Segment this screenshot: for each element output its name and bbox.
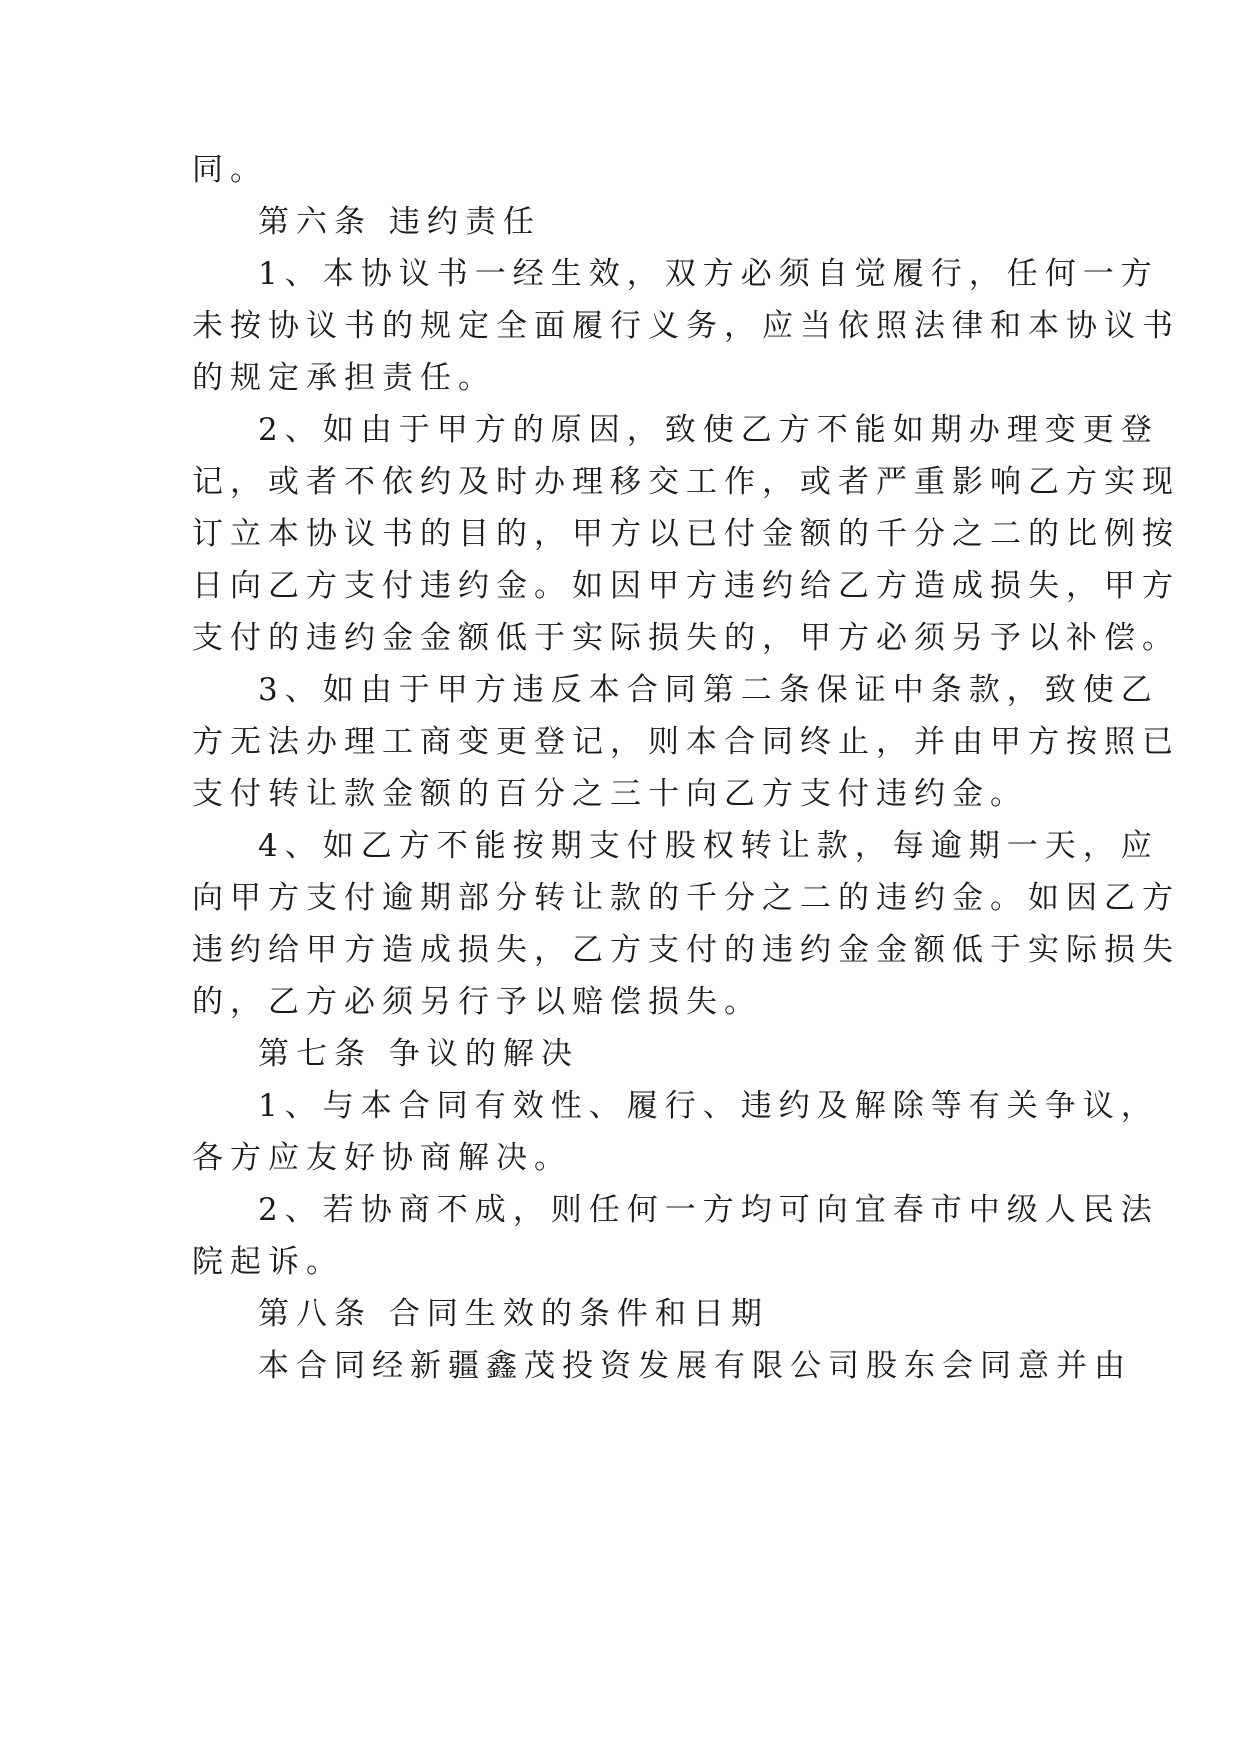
article-6-clause-3-line-2: 方无法办理工商变更登记，则本合同终止，并由甲方按照已	[192, 724, 1180, 760]
article-6-heading: 第六条 违约责任	[258, 204, 541, 240]
article-6-clause-3-line-3: 支付转让款金额的百分之三十向乙方支付违约金。	[192, 776, 1028, 812]
article-6-clause-2-line-5: 支付的违约金金额低于实际损失的，甲方必须另予以补偿。	[192, 620, 1180, 656]
article-6-clause-4-line-1: 4、如乙方不能按期支付股权转让款，每逾期一天，应	[258, 828, 1159, 864]
article-6-clause-4-line-4: 的，乙方必须另行予以赔偿损失。	[192, 984, 762, 1020]
article-7-clause-2-line-1: 2、若协商不成，则任何一方均可向宜春市中级人民法	[258, 1192, 1159, 1228]
article-6-clause-2-line-1: 2、如由于甲方的原因，致使乙方不能如期办理变更登	[258, 412, 1159, 448]
article-8-heading: 第八条 合同生效的条件和日期	[258, 1296, 769, 1332]
article-6-clause-2-line-4: 日向乙方支付违约金。如因甲方违约给乙方造成损失，甲方	[192, 568, 1180, 604]
article-6-clause-4-line-3: 违约给甲方造成损失，乙方支付的违约金金额低于实际损失	[192, 932, 1180, 968]
article-6-clause-2-line-3: 订立本协议书的目的，甲方以已付金额的千分之二的比例按	[192, 516, 1180, 552]
text-line-continuation: 同。	[192, 152, 268, 188]
article-6-clause-3-line-1: 3、如由于甲方违反本合同第二条保证中条款，致使乙	[258, 672, 1159, 708]
article-7-clause-1-line-2: 各方应友好协商解决。	[192, 1140, 572, 1176]
article-6-clause-1-line-1: 1、本协议书一经生效，双方必须自觉履行，任何一方	[258, 256, 1159, 292]
article-6-clause-2-line-2: 记，或者不依约及时办理移交工作，或者严重影响乙方实现	[192, 464, 1180, 500]
article-7-clause-1-line-1: 1、与本合同有效性、履行、违约及解除等有关争议，	[258, 1088, 1159, 1124]
article-8-body-line-1: 本合同经新疆鑫茂投资发展有限公司股东会同意并由	[258, 1348, 1132, 1384]
article-7-clause-2-line-2: 院起诉。	[192, 1244, 344, 1280]
article-6-clause-1-line-2: 未按协议书的规定全面履行义务，应当依照法律和本协议书	[192, 308, 1180, 344]
article-6-clause-4-line-2: 向甲方支付逾期部分转让款的千分之二的违约金。如因乙方	[192, 880, 1180, 916]
article-7-heading: 第七条 争议的解决	[258, 1036, 579, 1072]
article-6-clause-1-line-3: 的规定承担责任。	[192, 360, 496, 396]
